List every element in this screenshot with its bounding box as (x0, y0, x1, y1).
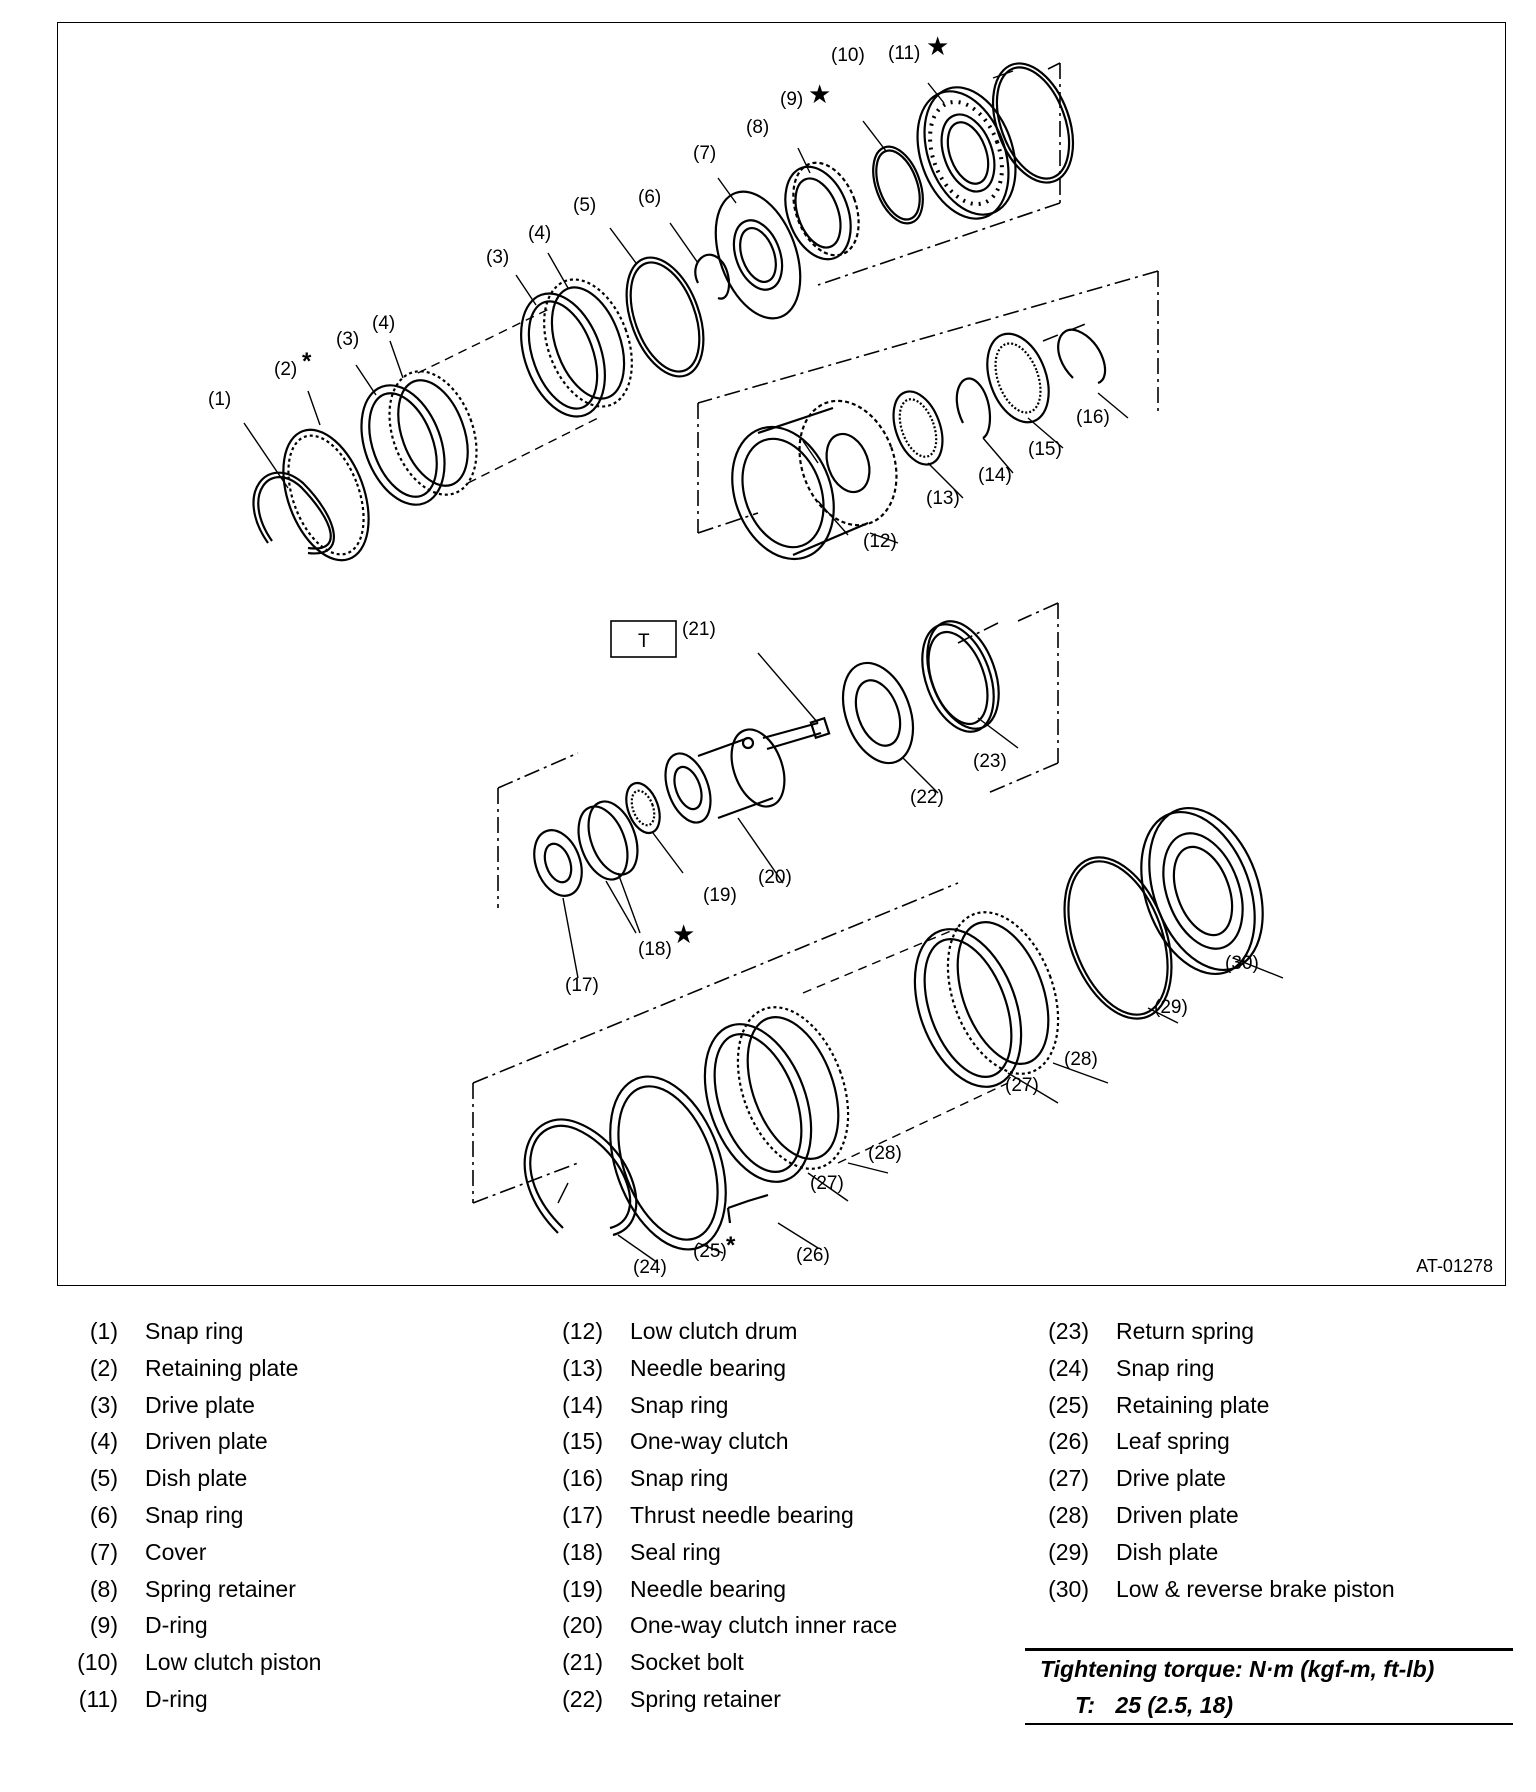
part-9-d-ring (863, 121, 932, 230)
legend-item-number: (3) (89, 1391, 118, 1418)
legend-item (62, 1649, 532, 1686)
legend-item-name: Leaf spring (1116, 1428, 1230, 1455)
legend-item (62, 1576, 532, 1613)
part-19-needle-bearing (620, 778, 683, 873)
part-27-28-plate-pack-b (895, 897, 1108, 1103)
legend-item-number: (17) (562, 1501, 603, 1528)
legend-item (547, 1318, 1017, 1355)
legend-item (62, 1539, 532, 1576)
torque-symbol: T: (1075, 1691, 1096, 1718)
callout-14: (14) (978, 465, 1012, 486)
callout-27: (27) (1005, 1075, 1039, 1096)
legend-column-2 (547, 1318, 1017, 1723)
torque-box-label: T (638, 631, 650, 652)
callout-18: (18) (638, 939, 672, 960)
callout-3: (3) (486, 247, 510, 268)
part-22-spring-retainer (830, 653, 938, 793)
legend-item-number: (8) (89, 1575, 118, 1602)
tightening-torque-box (1025, 1648, 1513, 1725)
legend-item-name: Snap ring (1116, 1354, 1215, 1381)
part-30-low-reverse-brake-piston (1120, 792, 1283, 989)
legend-item-number: (26) (1048, 1428, 1089, 1455)
callout-28: (28) (868, 1143, 902, 1164)
torque-value-row (1025, 1687, 1513, 1723)
legend-item-number: (1) (89, 1318, 118, 1344)
legend-item-number: (21) (562, 1649, 603, 1676)
legend-item-name: Socket bolt (630, 1649, 744, 1676)
legend-item (1033, 1355, 1503, 1392)
callout-10: (10) (831, 45, 865, 66)
legend-item-name: One-way clutch (630, 1428, 789, 1455)
callout-1: (1) (208, 389, 232, 410)
legend-column-1 (62, 1318, 532, 1723)
torque-bottom-rule (1025, 1723, 1513, 1726)
callout-13: (13) (926, 488, 960, 509)
part-5-dish-plate (610, 228, 718, 387)
legend-item-number: (2) (89, 1354, 118, 1381)
legend-item (547, 1539, 1017, 1576)
part-23-return-spring (909, 611, 1018, 748)
legend-item (1033, 1428, 1503, 1465)
legend-item (547, 1392, 1017, 1429)
legend-item (1033, 1392, 1503, 1429)
legend-item-number: (12) (562, 1318, 603, 1344)
callout-20: (20) (758, 867, 792, 888)
callout-22: (22) (910, 787, 944, 808)
legend-item (1033, 1539, 1503, 1576)
callout-11: (11) (888, 43, 921, 64)
callout-15: (15) (1028, 439, 1062, 460)
legend-item (1033, 1576, 1503, 1613)
callout-17: (17) (565, 975, 599, 996)
part-21-socket-bolt (743, 653, 829, 749)
callout-6: (6) (638, 187, 662, 208)
callout-4: (4) (528, 223, 552, 244)
legend-item (62, 1686, 532, 1723)
legend-item (62, 1428, 532, 1465)
legend-item-name: Needle bearing (630, 1575, 787, 1602)
legend-item-name: Spring retainer (630, 1685, 781, 1712)
callout-9: (9) (780, 89, 804, 110)
legend-item-number: (15) (562, 1428, 603, 1455)
legend-item-name: Low clutch drum (630, 1318, 798, 1344)
torque-value: 25 (2.5, 18) (1115, 1691, 1234, 1718)
legend-item-number: (10) (77, 1649, 118, 1676)
legend-item (1033, 1465, 1503, 1502)
legend-item-name: Low clutch piston (145, 1649, 322, 1676)
callout-24: (24) (633, 1257, 667, 1278)
legend-item-number: (25) (1048, 1391, 1089, 1418)
legend-item-number: (6) (89, 1501, 118, 1528)
part-16-snap-ring (1058, 330, 1128, 418)
legend-item-number: (23) (1048, 1318, 1089, 1344)
legend-item-number: (13) (562, 1354, 603, 1381)
callout-21: (21) (682, 619, 716, 640)
diagram-drawing (58, 23, 1507, 1287)
legend-item-number: (7) (89, 1538, 118, 1565)
star-marker: ★ (808, 79, 832, 109)
torque-heading: Tightening torque: N·m (kgf-m, ft-lb) (1040, 1655, 1435, 1682)
asterisk-marker: * (726, 1232, 736, 1259)
legend-item (547, 1686, 1017, 1723)
legend-column-3 (1033, 1318, 1503, 1612)
callout-8: (8) (746, 117, 770, 138)
legend-item-name: Drive plate (145, 1391, 255, 1418)
callout-16: (16) (1076, 407, 1110, 428)
callout-26: (26) (796, 1245, 830, 1266)
star-marker: ★ (672, 919, 696, 949)
legend-item-number: (29) (1048, 1538, 1089, 1565)
legend-item (62, 1612, 532, 1649)
callout-2: (2) (274, 359, 298, 380)
legend-item (547, 1502, 1017, 1539)
legend-item (62, 1502, 532, 1539)
legend-item-number: (22) (562, 1685, 603, 1712)
legend-item-name: Return spring (1116, 1318, 1255, 1344)
plate-pack-dashed-guides-b (803, 928, 1008, 1163)
figure-id: AT-01278 (1416, 1256, 1493, 1276)
legend-item-name: Drive plate (1116, 1465, 1226, 1492)
part-7-cover (700, 178, 817, 330)
legend-item-name: Snap ring (145, 1501, 244, 1528)
legend-item-number: (16) (562, 1465, 603, 1492)
legend-item-name: Needle bearing (630, 1354, 787, 1381)
part-13-needle-bearing (884, 385, 963, 498)
callout-28: (28) (1064, 1049, 1098, 1070)
legend-item (547, 1428, 1017, 1465)
legend-item-number: (4) (89, 1428, 118, 1455)
callout-25: (25) (693, 1241, 727, 1262)
part-25-retaining-plate (588, 1061, 747, 1266)
star-marker: ★ (926, 31, 950, 61)
legend-item-name: D-ring (145, 1685, 208, 1712)
legend-item-name: Snap ring (630, 1465, 729, 1492)
callout-29: (29) (1154, 997, 1188, 1018)
legend-item-number: (5) (89, 1465, 118, 1492)
legend-item-name: Snap ring (145, 1318, 244, 1344)
callout-7: (7) (693, 143, 717, 164)
legend-item-name: Dish plate (145, 1465, 248, 1492)
legend-item-number: (20) (562, 1612, 603, 1639)
part-24-snap-ring (525, 1120, 658, 1263)
legend-item (62, 1465, 532, 1502)
legend-item (1033, 1318, 1503, 1355)
asterisk-marker: * (302, 348, 312, 375)
legend-item-number: (24) (1048, 1354, 1089, 1381)
callout-5: (5) (573, 195, 597, 216)
legend-item (547, 1576, 1017, 1613)
legend-item (62, 1318, 532, 1355)
legend-item-name: Retaining plate (1116, 1391, 1270, 1418)
legend-item-number: (11) (78, 1685, 118, 1712)
legend-item (547, 1649, 1017, 1686)
callout-19: (19) (703, 885, 737, 906)
callout-27: (27) (810, 1173, 844, 1194)
part-14-snap-ring (957, 379, 1013, 473)
legend-item-number: (19) (562, 1575, 603, 1602)
exploded-parts-diagram (57, 22, 1506, 1286)
callout-23: (23) (973, 751, 1007, 772)
callout-3: (3) (336, 329, 360, 350)
legend-item-name: Snap ring (630, 1391, 729, 1418)
legend-item-name: D-ring (145, 1612, 208, 1639)
legend-item (547, 1355, 1017, 1392)
legend-item (547, 1465, 1017, 1502)
legend-item-name: Driven plate (145, 1428, 268, 1455)
legend-item-number: (30) (1048, 1575, 1089, 1602)
legend-item-name: Driven plate (1116, 1501, 1239, 1528)
part-3-4-plate-pack-a (346, 341, 492, 516)
legend-item-name: Thrust needle bearing (630, 1501, 854, 1528)
legend-item-number: (14) (562, 1391, 603, 1418)
legend-item (62, 1392, 532, 1429)
part-3-4-plate-pack-b (505, 253, 648, 428)
legend-item (62, 1355, 532, 1392)
legend-item-number: (27) (1048, 1465, 1089, 1492)
legend-item-name: One-way clutch inner race (630, 1612, 898, 1639)
legend-item-name: Spring retainer (145, 1575, 296, 1602)
part-26-leaf-spring (728, 1195, 818, 1248)
legend-item-number: (18) (562, 1538, 603, 1565)
part-8-spring-retainer (773, 148, 870, 268)
legend-item-name: Dish plate (1116, 1538, 1219, 1565)
legend-item-number: (9) (89, 1612, 118, 1639)
callout-12: (12) (863, 531, 897, 552)
legend-item-name: Retaining plate (145, 1354, 299, 1381)
legend-item-name: Cover (145, 1538, 207, 1565)
legend-item-name: Low & reverse brake piston (1116, 1575, 1395, 1602)
legend-item-number: (28) (1048, 1501, 1089, 1528)
legend-item (547, 1612, 1017, 1649)
callout-30: (30) (1225, 953, 1259, 974)
legend-item (1033, 1502, 1503, 1539)
legend-item-name: Seal ring (630, 1538, 721, 1565)
callout-4: (4) (372, 313, 396, 334)
